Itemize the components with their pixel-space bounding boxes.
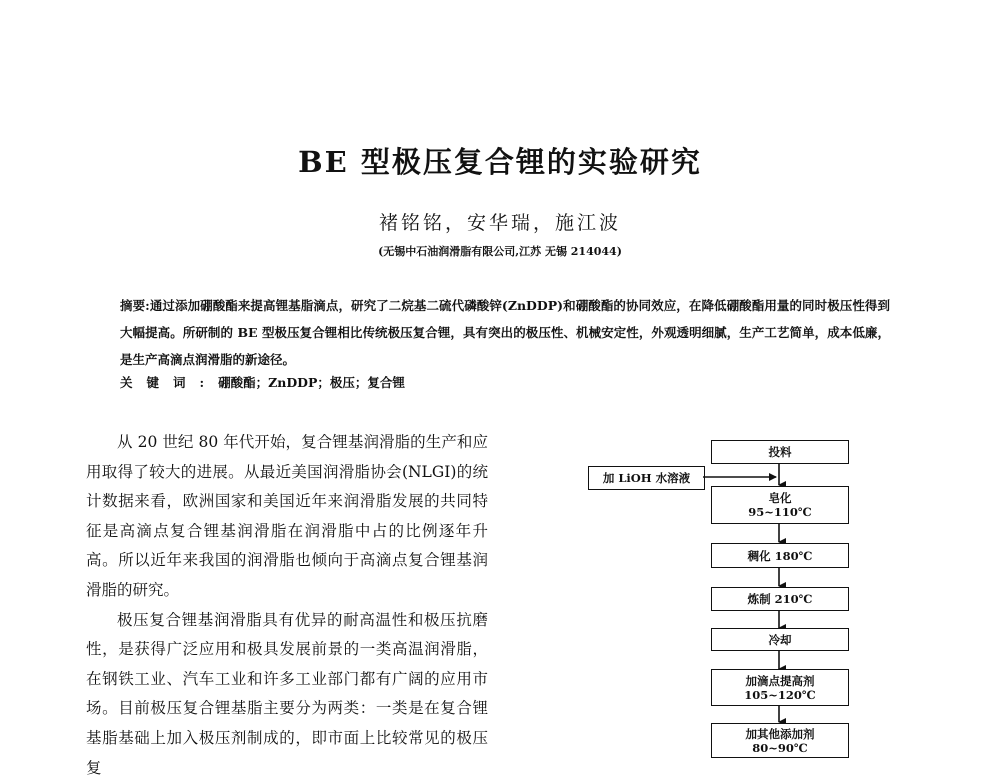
flow-step-other-additives <box>711 723 849 758</box>
flow-step-label: 皂化 <box>768 491 792 505</box>
body-paragraph: 极压复合锂基润滑脂具有优异的耐高温性和极压抗磨性，是获得广泛应用和极具发展前景的一类高温润滑脂，在钢铁工业、汽车工业和许多工业部门都有广阔的应用市场。目前极压复合锂基脂主要分为两类：一类是在复合锂基脂基础上加入极压剂制成的，即市面上比较常见的极压复 <box>86 610 488 777</box>
keywords-text: 硼酸酯；ZnDDP；极压；复合锂 <box>218 375 405 390</box>
flow-step-label: 稠化 180℃ <box>747 548 813 563</box>
flow-step-label: 加滴点提高剂 <box>745 673 815 688</box>
paper-title: BE 型极压复合锂的实验研究 <box>298 145 702 179</box>
flow-step-feed <box>711 440 849 464</box>
flow-step-saponify <box>711 486 849 524</box>
abstract-label: 摘要: <box>120 298 150 313</box>
affiliation: (无锡中石油润滑脂有限公司,江苏 无锡 214044) <box>378 245 622 258</box>
flow-step-label: 冷却 <box>768 632 792 647</box>
flow-step-temp: 105~120℃ <box>744 687 816 702</box>
abstract-text: 通过添加硼酸酯来提高锂基脂滴点，研究了二烷基二硫代磷酸锌(ZnDDP)和硼酸酯的协同效应，在降低硼酸酯用量的同时极压性得到大幅提高。所研制的 BE 型极压复合锂相比传统极压复合锂，具有突出的极压性、机械安定性，外观透明细腻，生产工艺简单，成本低廉，是生产高滴点润滑脂的新途径。 <box>120 298 890 367</box>
flow-step-label: 炼制 210℃ <box>747 592 813 606</box>
author-list: 褚铭铭，安华瑞，施江波 <box>378 212 621 234</box>
flow-step-cool <box>711 628 849 651</box>
flow-step-thicken <box>711 543 849 568</box>
flow-step-label: 加其他添加剂 <box>745 726 815 741</box>
flow-step-dropping-point-additive <box>711 669 849 706</box>
flow-step-refine <box>711 587 849 611</box>
flow-step-temp: 95~110℃ <box>748 505 812 519</box>
flow-step-label: 投料 <box>768 445 792 459</box>
flow-side-input: 加 LiOH 水溶液 <box>588 466 705 490</box>
flow-step-temp: 80~90℃ <box>752 740 808 755</box>
body-paragraph: 从 20 世纪 80 年代开始，复合锂基润滑脂的生产和应用取得了较大的进展。从最近美国润滑脂协会(NLGI)的统计数据来看，欧洲国家和美国近年来润滑脂发展的共同特征是高滴点复合锂基润滑脂在润滑脂中占的比例逐年升高。所以近年来我国的润滑脂也倾向于高滴点复合锂基润滑脂的研究。 <box>86 433 488 599</box>
keywords-label: 关键词: <box>120 375 219 390</box>
